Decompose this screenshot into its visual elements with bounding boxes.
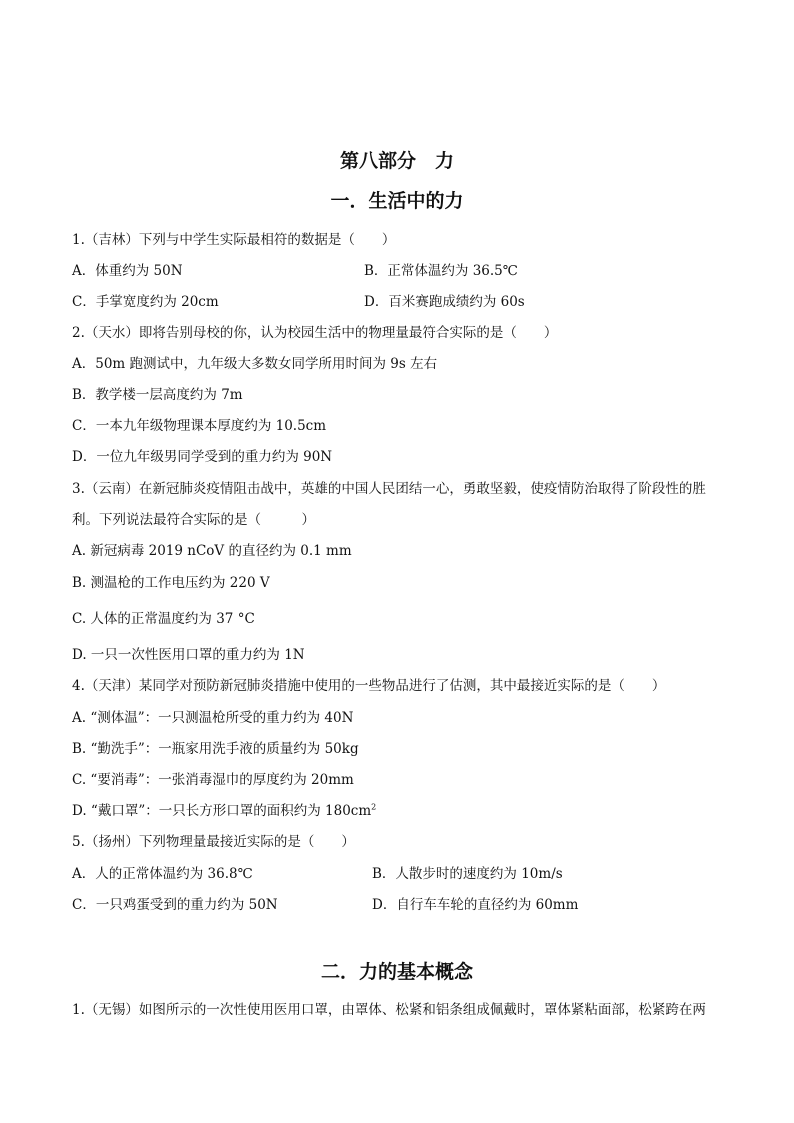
q1-stem: 1.（吉林）下列与中学生实际最相符的数据是（ ）	[72, 232, 396, 248]
q2-option-a: A．50m 跑测试中，九年级大多数女同学所用时间为 9s 左右	[72, 356, 438, 372]
q1-option-b: B．正常体温约为 36.5℃	[364, 263, 518, 279]
q4-option-c: C. “要消毒”：一张消毒湿巾的厚度约为 20mm	[72, 772, 354, 788]
q2-option-b: B．教学楼一层高度约为 7m	[72, 387, 243, 403]
part-title: 第八部分 力	[339, 150, 454, 172]
s2-q1-stem: 1.（无锡）如图所示的一次性使用医用口罩，由罩体、松紧和铝条组成佩戴时，罩体紧粘面部，松紧跨在两	[72, 1002, 706, 1018]
q2-stem: 2.（天水）即将告别母校的你，认为校园生活中的物理量最符合实际的是（ ）	[72, 325, 558, 341]
q3-stem-line2: 利。下列说法最符合实际的是（ ）	[72, 512, 315, 528]
q3-option-d: D. 一只一次性医用口罩的重力约为 1N	[72, 647, 305, 663]
q4-option-d-superscript: 2	[371, 802, 377, 812]
section-title-2: 二．力的基本概念	[320, 961, 473, 983]
q5-option-b: B．人散步时的速度约为 10m/s	[372, 866, 563, 882]
q3-option-c: C. 人体的正常温度约为 37 °C	[72, 611, 255, 627]
q2-option-d: D．一位九年级男同学受到的重力约为 90N	[72, 449, 333, 465]
q1-option-d: D．百米赛跑成绩约为 60s	[364, 294, 525, 310]
section-title-1: 一．生活中的力	[330, 190, 464, 212]
q1-option-c: C．手掌宽度约为 20cm	[72, 294, 219, 310]
q5-option-d: D．自行车车轮的直径约为 60mm	[372, 897, 579, 913]
q1-option-a: A．体重约为 50N	[72, 263, 183, 279]
q3-option-b: B. 测温枪的工作电压约为 220 V	[72, 575, 270, 591]
q4-option-a: A. “测体温”：一只测温枪所受的重力约为 40N	[72, 710, 354, 726]
q4-stem: 4.（天津）某同学对预防新冠肺炎措施中使用的一些物品进行了估测，其中最接近实际的是（ ）	[72, 678, 666, 694]
q2-option-c: C．一本九年级物理课本厚度约为 10.5cm	[72, 418, 327, 434]
q4-option-b: B. “勤洗手”：一瓶家用洗手液的质量约为 50kg	[72, 741, 359, 757]
q3-option-a: A. 新冠病毒 2019 nCoV 的直径约为 0.1 mm	[72, 543, 352, 559]
q4-option-d-text: D. “戴口罩”：一只长方形口罩的面积约为 180cm	[72, 803, 372, 819]
q3-stem-line1: 3.（云南）在新冠肺炎疫情阻击战中，英雄的中国人民团结一心，勇敢坚毅，使疫情防治取得了阶段性的胜	[72, 481, 706, 497]
q5-stem: 5.（扬州）下列物理量最接近实际的是（ ）	[72, 834, 355, 850]
q5-option-a: A．人的正常体温约为 36.8℃	[72, 866, 253, 882]
q4-option-d	[72, 799, 376, 819]
q5-option-c: C．一只鸡蛋受到的重力约为 50N	[72, 897, 278, 913]
